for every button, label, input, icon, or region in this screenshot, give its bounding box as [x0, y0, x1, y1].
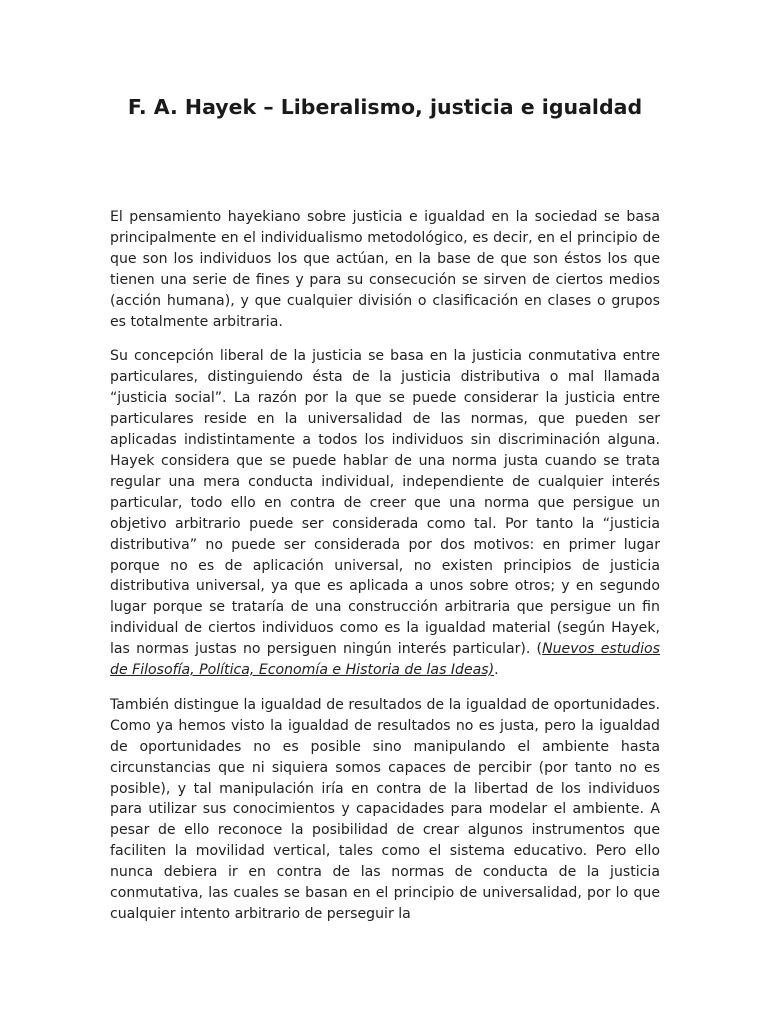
paragraph-1-text: El pensamiento hayekiano sobre justicia e igualdad en la sociedad se basa principalmente en el individualismo metodológico, es decir, en el principio de que son los individuos los que actúan, en la base de que son éstos los que tienen una serie de fines y para su consecución se sirven de ciertos medios (acción humana), y que cualquier división o clasificación en clases o grupos es totalmente arbitraria.: [110, 209, 660, 330]
paragraph-3-text: También distingue la igualdad de resultados de la igualdad de oportunidades. Como ya hemos visto la igualdad de resultados no es justa, pero la igualdad de oportunidades no es posible sino manipulando el ambiente hasta circunstancias que ni siquiera somos capaces de percibir (por tanto no es posible), y tal manipulación iría en contra de la libertad de los individuos para utilizar sus conocimientos y capacidades para modelar el ambiente. A pesar de ello reconoce la posibilidad de crear algunos instrumentos que faciliten la movilidad vertical, tales como el sistema educativo. Pero ello nunca debiera ir en contra de las normas de conducta de la justicia conmutativa, las cuales se basan en el principio de universalidad, por lo que cualquier intento arbitrario de perseguir la: [110, 696, 660, 922]
reference-open-paren: (: [530, 641, 543, 658]
paragraph-2: [110, 346, 660, 681]
paragraph-1: [110, 207, 660, 332]
paragraph-3: [110, 695, 660, 925]
reference-link[interactable]: Nuevos estudios de Filosofía, Política, Economía e Historia de las Ideas): [110, 641, 660, 679]
reference-close: .: [494, 662, 499, 679]
paragraph-2-text: Su concepción liberal de la justicia se basa en la justicia conmutativa entre particulares, distinguiendo ésta de la justicia distributiva o mal llamada “justicia social”. La razón por la que se puede considerar la justicia entre particulares reside en la universalidad de las normas, que pueden ser aplicadas indistintamente a todos los individuos sin discriminación alguna. Hayek considera que se puede hablar de una norma justa cuando se trata regular una mera conducta individual, independiente de cualquier interés particular, todo ello en contra de creer que una norma que persigue un objetivo arbitrario puede ser considerada como tal. Por tanto la “justicia distributiva” no puede ser considerada por dos motivos: en primer lugar porque no es de aplicación universal, no existen principios de justicia distributiva universal, ya que es aplicada a unos sobre otros; y en segundo lugar porque se trataría de una construcción arbitraria que persigue un fin individual de ciertos individuos como es la igualdad material (según Hayek, las normas justas no persiguen ningún interés particular).: [110, 348, 660, 658]
document-body: [110, 207, 660, 939]
document-title: F. A. Hayek – Liberalismo, justicia e igualdad: [127, 95, 643, 119]
